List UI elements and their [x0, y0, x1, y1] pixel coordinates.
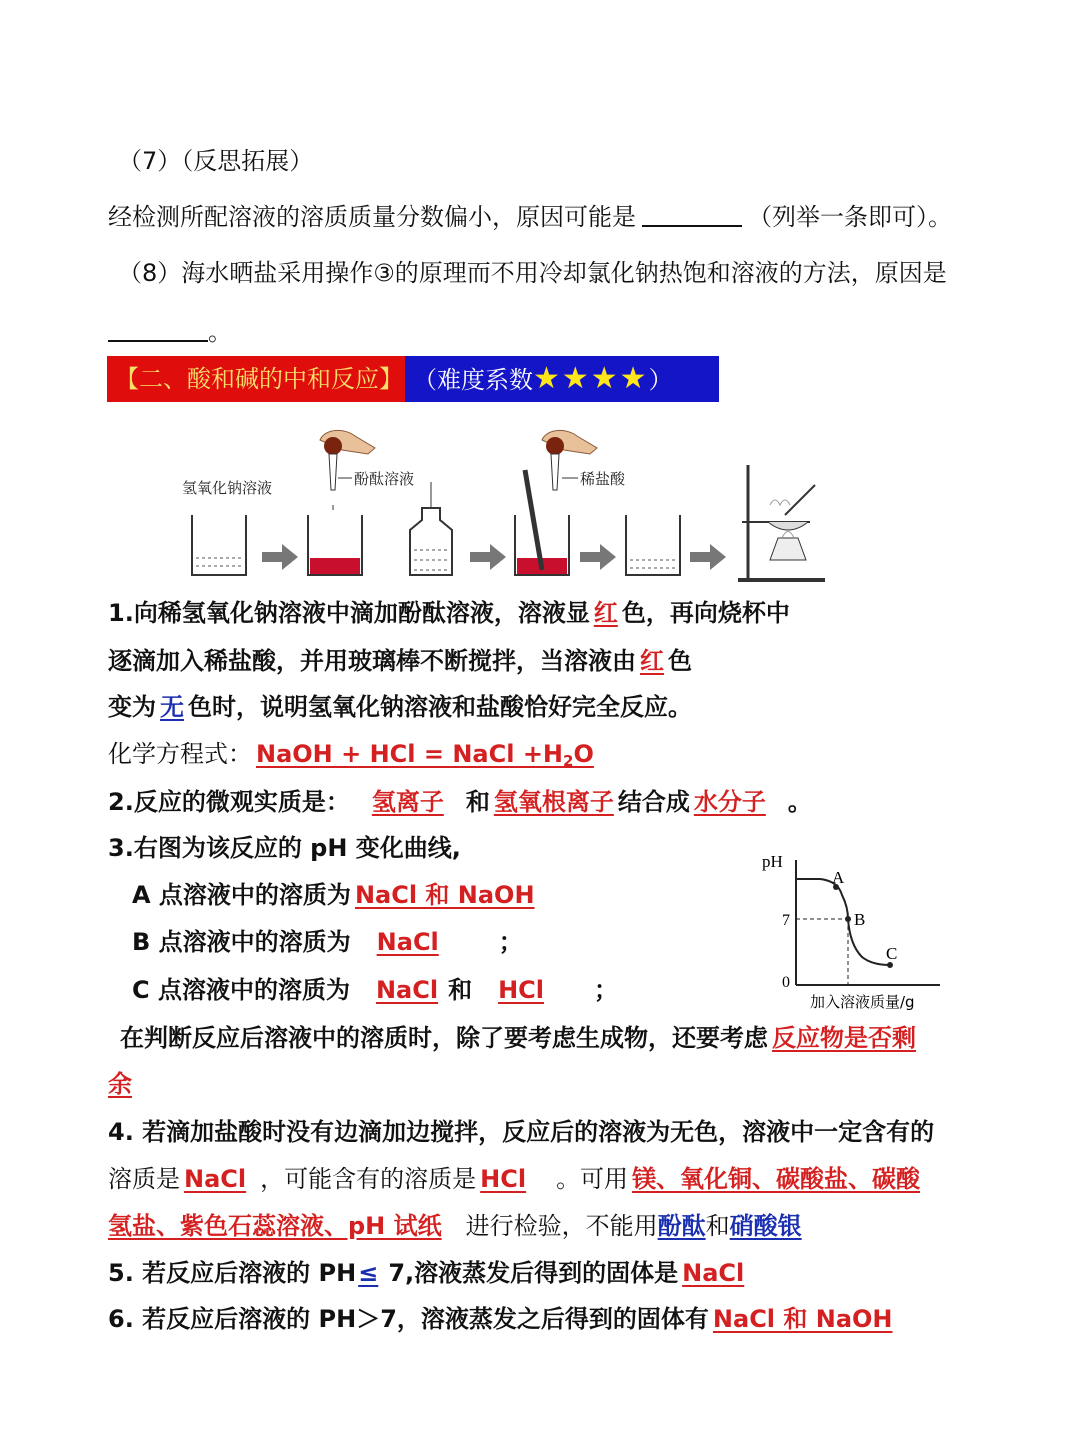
s3-judge-answer-2: 余 [108, 1070, 132, 1098]
s4-line-c [108, 1210, 802, 1242]
s1-c-text: 变为 [108, 693, 156, 721]
s3-c-and: 和 [448, 976, 473, 1004]
eq-sub: 2 [563, 752, 574, 770]
ph-curve-graph [750, 845, 950, 1015]
s3-judge-line-2 [108, 1068, 136, 1100]
s4-line-a [108, 1116, 934, 1148]
s4-a-text: 4. 若滴加盐酸时没有边滴加边搅拌，反应后的溶液为无色，溶液中一定含有的 [108, 1118, 935, 1146]
label-phenol: 酚酞溶液 [354, 470, 415, 488]
point-b [845, 916, 851, 922]
q8-answer-line [108, 316, 232, 348]
s4-blue-2: 硝酸银 [729, 1212, 802, 1240]
arrow-4 [690, 544, 726, 570]
s3-a-answer: NaCl 和 NaOH [354, 881, 535, 909]
s2-answer-1: 氢离子 [371, 788, 444, 816]
banner-difficulty-label: （难度系数 [413, 366, 533, 394]
s3-title: 3.右图为该反应的 pH 变化曲线, [108, 834, 461, 862]
s4-answer-4: 氢盐、紫色石蕊溶液、pH 试纸 [108, 1212, 442, 1240]
beaker-2 [308, 515, 362, 575]
s3-b-answer: NaCl [376, 928, 439, 956]
tick-0: 0 [782, 974, 790, 991]
s1-a-answer: 红 [593, 599, 618, 627]
s4-answer-1: NaCl [184, 1165, 247, 1193]
s1-a-tail: 色，再向烧杯中 [621, 599, 790, 627]
q8-blank[interactable] [108, 318, 208, 342]
label-c: C [886, 944, 898, 963]
s6-answer: NaCl 和 NaOH [712, 1305, 893, 1333]
s3-b-label: B 点溶液中的溶质为 [132, 928, 351, 956]
beaker-1 [192, 515, 246, 575]
s3-a-label: A 点溶液中的溶质为 [132, 881, 351, 909]
s3-c-end: ； [594, 976, 619, 1004]
s3-judge-line [120, 1022, 920, 1054]
s4-c-and: 和 [705, 1212, 730, 1240]
s4-line-b [108, 1163, 924, 1195]
s4-b-mid: ，可能含有的溶质是 [260, 1165, 477, 1193]
eq-label: 化学方程式： [108, 740, 252, 768]
banner-title: 【二、酸和碱的中和反应】 [107, 356, 405, 402]
reagent-bottle [410, 482, 452, 575]
s5-text: 5. 若反应后溶液的 PH [108, 1259, 357, 1287]
s4-b-text: 溶质是 [108, 1165, 180, 1193]
chemical-equation [252, 740, 598, 768]
liquid-red-1 [310, 558, 360, 574]
q7-question [108, 201, 952, 233]
s1-a-text: 1.向稀氢氧化钠溶液中滴加酚酞溶液，溶液显 [108, 599, 590, 627]
s1-b-text: 逐滴加入稀盐酸，并用玻璃棒不断搅拌，当溶液由 [108, 647, 636, 675]
s3-c-answer-2: HCl [498, 976, 545, 1004]
s3-c-line [132, 974, 618, 1006]
s2-answer-2: 氢氧根离子 [493, 788, 614, 816]
s1-b-answer: 红 [640, 647, 664, 675]
s5-mid: 7,溶液蒸发后得到的固体是 [388, 1259, 679, 1287]
eq-main: NaOH + HCl = NaCl +H [256, 740, 564, 768]
s1-c-tail: 色时，说明氢氧化钠溶液和盐酸恰好完全反应。 [188, 693, 692, 721]
eq-end: O [573, 740, 594, 768]
s5-symbol: ≤ [358, 1259, 379, 1287]
tick-7: 7 [782, 912, 790, 929]
s4-answer-3: 镁、氧化铜、碳酸盐、碳酸 [632, 1165, 921, 1193]
graph-ylabel: pH [762, 852, 783, 871]
s3-c-answer-1: NaCl [375, 976, 439, 1004]
s2-answer-3: 水分子 [693, 788, 766, 816]
s4-blue-1: 酚酞 [657, 1212, 706, 1240]
s2-mid: 结合成 [617, 788, 690, 816]
s2-text: 2.反应的微观实质是： [108, 788, 350, 816]
s4-c-text: 进行检验，不能用 [465, 1212, 658, 1240]
arrow-1 [262, 544, 298, 570]
s3-c-label: C 点溶液中的溶质为 [132, 976, 350, 1004]
s1-line-c [108, 691, 692, 723]
q8-question: （8）海水晒盐采用操作③的原理而不用冷却氯化钠热饱和溶液的方法，原因是 [118, 259, 947, 287]
arrow-2 [470, 544, 506, 570]
evaporation-stand [738, 465, 825, 580]
s3-judge-answer-1: 反应物是否剩 [772, 1024, 916, 1052]
section-banner [107, 356, 719, 402]
label-hcl: 稀盐酸 [580, 470, 626, 488]
s6-text: 6. 若反应后溶液的 PH＞7，溶液蒸发之后得到的固体有 [108, 1305, 709, 1333]
s1-c-answer: 无 [160, 693, 184, 721]
label-a: A [832, 868, 845, 887]
s5-answer: NaCl [682, 1259, 745, 1287]
s4-answer-2: HCl [480, 1165, 527, 1193]
s2-and: 和 [465, 788, 490, 816]
s4-b-mid2: 。可用 [556, 1165, 629, 1193]
beaker-3 [515, 470, 569, 575]
graph-xlabel: 加入溶液质量/g [810, 993, 915, 1011]
label-naoh: 氢氧化钠溶液 [182, 479, 273, 497]
q8-tail: 。 [208, 318, 232, 346]
label-b: B [854, 910, 866, 929]
s1-b-tail: 色 [668, 647, 692, 675]
banner-difficulty [405, 356, 719, 402]
s5-line [108, 1257, 748, 1289]
s2-end: 。 [787, 788, 812, 816]
s1-equation-line [108, 738, 598, 777]
q7-blank[interactable] [642, 203, 742, 227]
ph-curve [796, 879, 890, 965]
s3-b-end: ； [498, 928, 523, 956]
s6-line [108, 1303, 919, 1335]
q7-title: （7）（反思拓展） [118, 147, 314, 175]
arrow-3 [580, 544, 616, 570]
s3-judge-text: 在判断反应后溶液中的溶质时，除了要考虑生成物，还要考虑 [120, 1024, 768, 1052]
s3-b-line [132, 926, 523, 958]
star-icon: ★★★★ [533, 361, 649, 396]
banner-close: ） [648, 366, 673, 394]
s1-line-a [108, 597, 790, 629]
experiment-diagram [170, 420, 830, 590]
beaker-4 [626, 515, 680, 575]
q7-text: 经检测所配溶液的溶质质量分数偏小，原因可能是 [108, 203, 636, 231]
s2-line [108, 786, 812, 818]
s3-a-line [132, 879, 561, 911]
q7-tail: （列举一条即可）。 [748, 203, 952, 231]
s1-line-b [108, 645, 692, 677]
